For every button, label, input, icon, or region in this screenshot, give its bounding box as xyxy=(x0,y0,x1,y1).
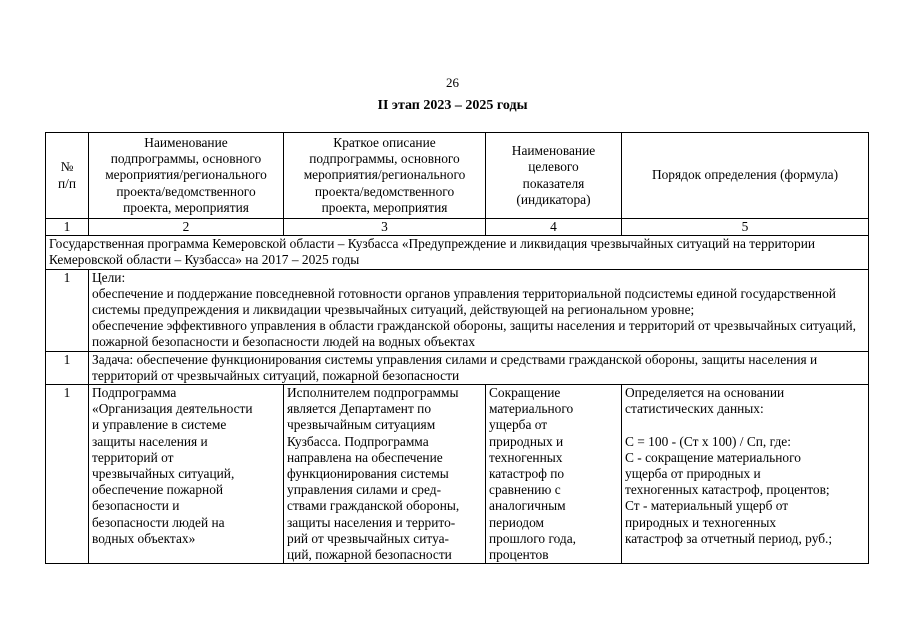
task-text: Задача: обеспечение функционирования системы управления силами и средствами гражданской обороны, защиты населения и территорий от чрезвычайных ситуаций, пожарной безопасности xyxy=(89,351,869,384)
task-row xyxy=(46,351,869,384)
column-number: 5 xyxy=(622,219,869,236)
header-description: Краткое описание подпрограммы, основного мероприятия/регионального проекта/ведомственного проекта, мероприятия xyxy=(284,133,486,219)
program-title-row xyxy=(46,236,869,269)
row-number: 1 xyxy=(46,385,89,564)
determination-formula: Определяется на основании статистических данных: С = 100 - (Ст х 100) / Сп, где: С - сокращение материального ущерба от природных и техногенных катастроф, процентов; Ст - материальный ущерб от природных и техногенных катастроф за отчетный период, руб.; xyxy=(622,385,869,564)
goals-number: 1 xyxy=(46,269,89,351)
column-number: 2 xyxy=(89,219,284,236)
header-number: № п/п xyxy=(46,133,89,219)
column-number: 4 xyxy=(486,219,622,236)
header-formula: Порядок определения (формула) xyxy=(622,133,869,219)
subprogram-name: Подпрограмма «Организация деятельности и управление в системе защиты населения и территорий от чрезвычайных ситуаций, обеспечение пожарной безопасности и безопасности людей на водных объектах» xyxy=(89,385,284,564)
program-title: Государственная программа Кемеровской области – Кузбасса «Предупреждение и ликвидация чрезвычайных ситуаций на территории Кемеровской области – Кузбасса» на 2017 – 2025 годы xyxy=(46,236,869,269)
header-name: Наименование подпрограммы, основного мероприятия/регионального проекта/ведомственного проекта, мероприятия xyxy=(89,133,284,219)
goals-row xyxy=(46,269,869,351)
column-numbers-row xyxy=(46,219,869,236)
program-table xyxy=(45,132,869,564)
goals-text: Цели: обеспечение и поддержание повседневной готовности органов управления территориальной подсистемы единой государственной системы предупреждения и ликвидации чрезвычайных ситуаций, действующей на региональном уровне; обеспечение эффективного управления в области гражданской обороны, защиты населения и территорий от чрезвычайных ситуаций, пожарной безопасности и безопасности людей на водных объектах xyxy=(89,269,869,351)
header-indicator: Наименование целевого показателя (индикатора) xyxy=(486,133,622,219)
column-number: 3 xyxy=(284,219,486,236)
task-number: 1 xyxy=(46,351,89,384)
subprogram-description: Исполнителем подпрограммы является Департамент по чрезвычайным ситуациям Кузбасса. Подпрограмма направлена на обеспечение функционирования системы управления силами и сред- ствами гражданской обороны, защиты населения и террито- рий от чрезвычайных ситуа- ций, пожарной безопасности xyxy=(284,385,486,564)
column-number: 1 xyxy=(46,219,89,236)
table-header-row xyxy=(46,133,869,219)
table-row xyxy=(46,385,869,564)
target-indicator: Сокращение материального ущерба от природных и техногенных катастроф по сравнению с аналогичным периодом прошлого года, процентов xyxy=(486,385,622,564)
page-number: 26 xyxy=(446,75,459,90)
stage-title: II этап 2023 – 2025 годы xyxy=(377,98,528,113)
